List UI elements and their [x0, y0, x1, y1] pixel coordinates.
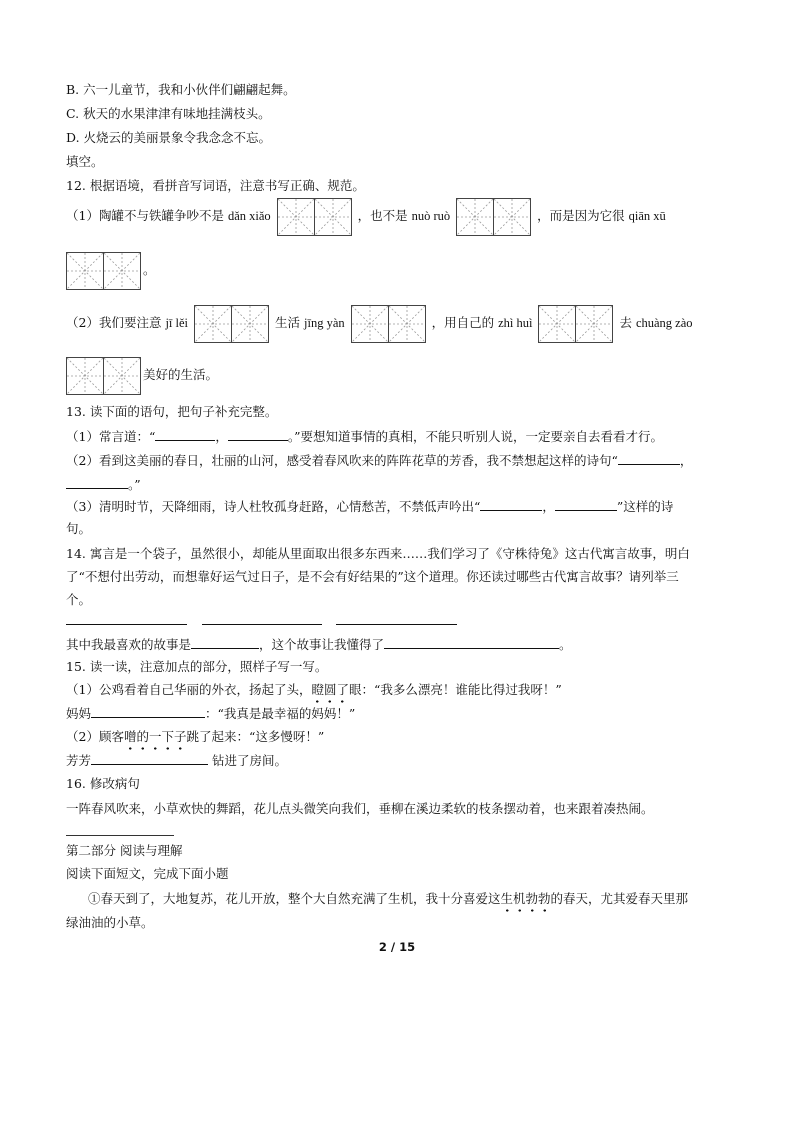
answer-blank[interactable]: [555, 497, 617, 511]
q16-title: 16. 修改病句: [66, 776, 140, 791]
pinyin-5: jīng yàn: [304, 316, 345, 330]
pinyin-3: qiān xū: [628, 209, 666, 223]
q11-option-b: B. 六一儿童节，我和小伙伴们翩翩起舞。: [66, 82, 296, 97]
q15-exercise-2: 芳芳 钻进了房间。: [66, 753, 288, 768]
q13-item-3: （3）清明时节，天降细雨，诗人杜牧孤身赶路，心情愁苦，不禁低声吟出“ ， ”这样的诗: [66, 499, 674, 514]
emphasis-text: 瞪圆了: [311, 682, 349, 697]
part2-instruction: 阅读下面短文，完成下面小题: [66, 866, 229, 881]
pinyin-1: dǎn xiǎo: [227, 209, 271, 223]
q15-example-1: （1）公鸡看着自己华丽的外衣，扬起了头，瞪圆了眼：“我多么漂亮！谁能比得过我呀！”: [66, 682, 562, 697]
emphasis-text: 生机勃勃: [500, 891, 551, 906]
cell-guide-lines: [576, 306, 612, 342]
passage-paragraph-1-cont: 绿油油的小草。: [66, 915, 154, 930]
q15-title: 15. 读一读，注意加点的部分，照样子写一写。: [66, 659, 328, 674]
q12-sentence-2-cont: 美好的生活。: [66, 355, 218, 395]
answer-line-1[interactable]: [66, 624, 187, 625]
cell-guide-lines: [104, 358, 140, 394]
cell-guide-lines: [104, 253, 140, 289]
answer-blank[interactable]: [618, 451, 680, 465]
answer-blank[interactable]: [480, 497, 542, 511]
answer-blank[interactable]: [384, 635, 559, 649]
answer-line-3[interactable]: [336, 624, 457, 625]
cell-guide-lines: [389, 306, 425, 342]
answer-blank[interactable]: [228, 427, 288, 441]
q14-favorite: 其中我最喜欢的故事是 ，这个故事让我懂得了 。: [66, 637, 572, 652]
answer-line-2[interactable]: [202, 624, 322, 625]
writing-grid[interactable]: [351, 305, 426, 343]
q14-text-1: 14. 寓言是一个袋子，虽然很小，却能从里面取出很多东西来……我们学习了《守株待兔》这古代寓言故事，明白: [66, 546, 690, 561]
cell-guide-lines: [195, 306, 231, 342]
answer-blank[interactable]: [66, 475, 128, 489]
q12-sentence-2: （2）我们要注意 jī lěi 生活 jīng yàn ，用自己的 zhì huì 去 chuàng zào: [66, 303, 693, 343]
pinyin-2: nuò ruò: [411, 209, 451, 223]
page-number: 2 / 15: [378, 940, 416, 954]
answer-blank[interactable]: [191, 635, 259, 649]
q13-item-2: （2）看到这美丽的春日，壮丽的山河，感受着春风吹来的阵阵花草的芳香，我不禁想起这样的诗句“ ，: [66, 453, 693, 468]
writing-grid[interactable]: [277, 198, 352, 236]
q12-title: 12. 根据语境，看拼音写词语，注意书写正确、规范。: [66, 178, 365, 193]
q12-sentence-1-cont: 。: [66, 250, 156, 290]
q16-sentence: 一阵春风吹来，小草欢快的舞蹈，花儿点头微笑向我们，垂柳在溪边柔软的枝条摆动着，也来跟着凑热闹。: [66, 801, 654, 816]
answer-blank[interactable]: [91, 704, 205, 718]
emphasis-text: 噌的一下子: [123, 729, 187, 744]
q12-sentence-1: （1）陶罐不与铁罐争吵不是 dǎn xiǎo ，也不是 nuò ruò ，而是因为它很 qiān xū: [66, 196, 666, 236]
q14-text-3: 个。: [66, 592, 92, 607]
passage-paragraph-1: ①春天到了，大地复苏，花儿开放，整个大自然充满了生机，我十分喜爱这生机勃勃的春天，尤其爱春天里那: [88, 891, 689, 906]
q13-item-2-cont: 。”: [66, 475, 141, 494]
q13-title: 13. 读下面的语句，把句子补充完整。: [66, 404, 278, 419]
part2-heading: 第二部分 阅读与理解: [66, 843, 183, 858]
q13-item-3-cont: 句。: [66, 521, 92, 536]
cell-guide-lines: [539, 306, 575, 342]
cell-guide-lines: [315, 199, 351, 235]
cell-guide-lines: [352, 306, 388, 342]
answer-blank[interactable]: [155, 427, 215, 441]
pinyin-7: chuàng zào: [635, 316, 693, 330]
writing-grid[interactable]: [456, 198, 531, 236]
pinyin-6: zhì huì: [498, 316, 533, 330]
q13-item-1: （1）常言道：“ ， 。”要想知道事情的真相，不能只听别人说，一定要亲自去看看才行。: [66, 429, 664, 444]
q15-exercise-1: 妈妈 ：“我真是最幸福的妈妈！”: [66, 706, 356, 721]
q14-text-2: 了“不想付出劳动，而想靠好运气过日子，是不会有好结果的”这个道理。你还读过哪些古代寓言故事？请列举三: [66, 569, 679, 584]
q11-option-d: D. 火烧云的美丽景象令我念念不忘。: [66, 130, 272, 145]
cell-guide-lines: [494, 199, 530, 235]
cell-guide-lines: [67, 358, 103, 394]
writing-grid[interactable]: [66, 252, 141, 290]
cell-guide-lines: [67, 253, 103, 289]
pinyin-4: jī lěi: [165, 316, 189, 330]
cell-guide-lines: [232, 306, 268, 342]
q15-example-2: （2）顾客噌的一下子跳了起来：“这多慢呀！”: [66, 729, 325, 744]
separator-line: [66, 835, 174, 836]
cell-guide-lines: [278, 199, 314, 235]
cell-guide-lines: [457, 199, 493, 235]
answer-blank[interactable]: [91, 751, 208, 765]
q11-option-c: C. 秋天的水果津津有味地挂满枝头。: [66, 106, 271, 121]
writing-grid[interactable]: [194, 305, 269, 343]
writing-grid[interactable]: [538, 305, 613, 343]
writing-grid[interactable]: [66, 357, 141, 395]
section-fill-heading: 填空。: [66, 154, 104, 169]
